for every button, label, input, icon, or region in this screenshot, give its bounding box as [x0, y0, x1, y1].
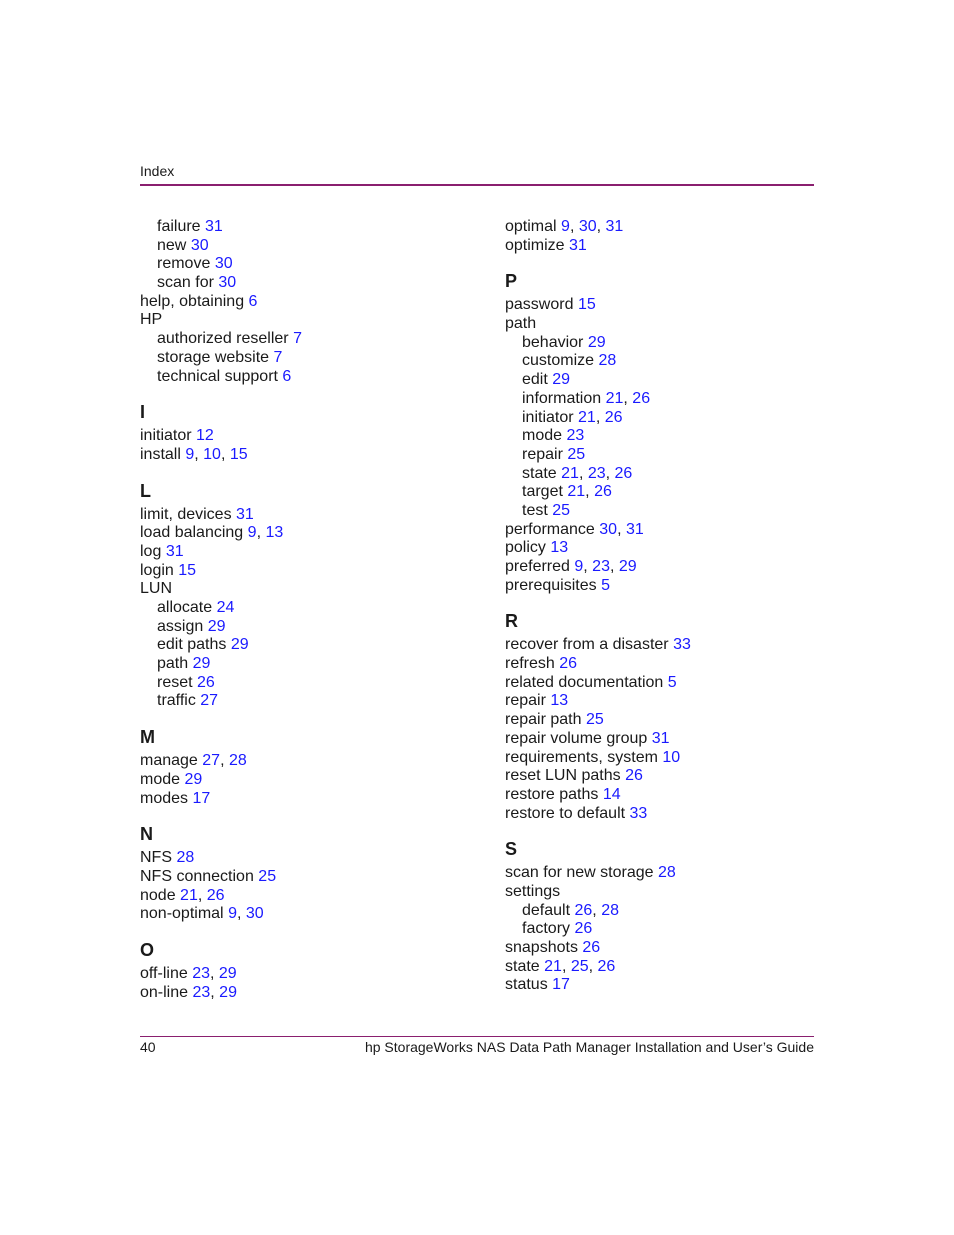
index-entry	[505, 749, 835, 768]
index-term: new	[157, 236, 187, 254]
index-term: failure	[157, 218, 201, 235]
footer-rule	[140, 1036, 814, 1037]
page-link[interactable]: 9	[228, 905, 237, 923]
index-term: node	[140, 886, 176, 904]
index-term: edit	[522, 371, 548, 389]
index-entry	[505, 786, 835, 805]
index-subentry: initiator 21, 26	[522, 408, 623, 426]
page-link[interactable]: 31	[605, 218, 624, 235]
index-subentry	[140, 692, 480, 711]
index-term: mode	[140, 770, 181, 788]
page-link[interactable]: 29	[218, 964, 237, 982]
index-entry: performance 30, 31	[505, 520, 644, 538]
page-link[interactable]: 7	[293, 330, 302, 348]
index-entry	[505, 296, 835, 315]
index-entry	[140, 311, 480, 330]
index-term: login	[140, 561, 174, 579]
page-link[interactable]: 26	[197, 673, 215, 691]
page-link[interactable]: 10	[662, 748, 681, 766]
index-entry: node 21, 26	[140, 886, 225, 904]
page-link[interactable]: 26	[614, 464, 633, 482]
page-link[interactable]: 27	[202, 752, 221, 770]
page-link[interactable]: 29	[207, 617, 226, 635]
index-term: log	[140, 542, 162, 560]
page-link[interactable]: 26	[574, 920, 593, 938]
index-term: LUN	[140, 580, 173, 598]
index-term: repair	[522, 445, 563, 463]
page-link[interactable]: 13	[550, 692, 569, 710]
page-link[interactable]: 26	[582, 939, 601, 956]
index-entry	[505, 539, 835, 558]
index-entry	[140, 790, 480, 809]
index-term: requirements, system	[505, 748, 658, 766]
index-letter-heading: L	[140, 480, 151, 501]
index-entry	[140, 868, 480, 887]
page-link[interactable]: 26	[625, 767, 643, 785]
page-link[interactable]: 14	[602, 785, 621, 803]
index-term: preferred	[505, 558, 570, 575]
index-entry	[505, 577, 835, 596]
index-subentry	[140, 218, 480, 237]
index-letter-heading: M	[140, 727, 155, 748]
index-subentry	[505, 334, 835, 353]
index-term: restore to default	[505, 804, 626, 822]
index-entry: on-line 23, 29	[140, 983, 237, 1001]
index-term: factory	[522, 920, 571, 938]
index-term: target	[522, 483, 563, 501]
index-entry	[505, 976, 835, 995]
index-term: status	[505, 976, 548, 994]
index-letter-heading: S	[505, 839, 518, 860]
index-term: allocate	[157, 599, 213, 616]
index-subentry: target 21, 26	[522, 483, 612, 501]
index-entry	[505, 674, 835, 693]
index-entry	[140, 580, 480, 599]
page-link[interactable]: 28	[598, 352, 617, 370]
index-term: optimize	[505, 236, 565, 254]
index-subentry	[140, 349, 480, 368]
index-term: install	[140, 445, 181, 463]
index-subentry: default 26, 28	[522, 901, 619, 919]
index-entry	[505, 655, 835, 674]
index-term: path	[505, 315, 537, 333]
index-entry: install 9, 10, 15	[140, 445, 248, 463]
page-link[interactable]: 23	[192, 964, 210, 982]
index-term: initiator	[140, 427, 192, 445]
page-link[interactable]: 28	[601, 901, 619, 919]
page-link[interactable]: 26	[594, 483, 612, 501]
index-subentry	[140, 330, 480, 349]
page-link[interactable]: 31	[165, 542, 184, 560]
index-term: performance	[505, 520, 595, 538]
index-subentry	[505, 920, 835, 939]
page-link[interactable]: 28	[228, 752, 247, 770]
page-link[interactable]: 15	[577, 296, 596, 314]
page-link[interactable]: 17	[552, 976, 570, 994]
page-link[interactable]: 30	[599, 520, 618, 538]
page-link[interactable]: 17	[192, 789, 211, 807]
index-subentry: information 21, 26	[522, 389, 651, 407]
index-entry	[505, 805, 835, 824]
index-entry	[505, 692, 835, 711]
index-entry	[505, 883, 835, 902]
index-letter-heading: O	[140, 939, 155, 960]
page-link[interactable]: 31	[651, 729, 670, 747]
page-link[interactable]: 9	[561, 218, 570, 235]
page-link[interactable]: 25	[552, 501, 571, 519]
page-link[interactable]: 29	[192, 655, 211, 673]
page-link[interactable]: 21	[605, 389, 624, 407]
page-link[interactable]: 5	[667, 673, 677, 691]
index-column-left	[140, 218, 480, 1002]
index-letter-heading: P	[505, 271, 518, 292]
index-entry	[140, 543, 480, 562]
page-link[interactable]: 29	[184, 770, 203, 788]
index-entry: load balancing 9, 13	[140, 524, 284, 542]
index-entry: state 21, 25, 26	[505, 957, 616, 975]
page-link[interactable]: 21	[578, 408, 596, 426]
index-entry	[505, 939, 835, 958]
page-link[interactable]: 7	[273, 348, 283, 366]
index-term: limit, devices	[140, 505, 232, 523]
page-link[interactable]: 13	[550, 539, 569, 557]
index-term: mode	[522, 427, 563, 445]
page-link[interactable]: 23	[587, 464, 606, 482]
page-link[interactable]: 6	[248, 292, 258, 310]
index-entry	[140, 506, 480, 525]
index-subentry	[140, 368, 480, 387]
page-link[interactable]: 15	[229, 445, 248, 463]
index-term: reset	[157, 673, 193, 691]
header-rule	[140, 184, 814, 186]
index-term: password	[505, 296, 574, 314]
index-term: storage website	[157, 348, 270, 366]
page-link[interactable]: 21	[180, 886, 198, 904]
page-link[interactable]: 31	[569, 236, 587, 254]
index-letter-heading: N	[140, 824, 153, 845]
index-term: policy	[505, 539, 546, 557]
page-link[interactable]: 5	[601, 576, 610, 594]
page-link[interactable]: 29	[618, 558, 637, 575]
index-term: test	[522, 501, 548, 519]
page-link[interactable]: 21	[567, 483, 586, 501]
index-subentry	[505, 446, 835, 465]
page-link[interactable]: 15	[178, 561, 197, 579]
index-term: recover from a disaster	[505, 636, 669, 654]
page-link[interactable]: 30	[190, 236, 209, 254]
index-subentry	[140, 237, 480, 256]
page-link[interactable]: 26	[632, 389, 651, 407]
index-entry	[140, 849, 480, 868]
index-entry	[140, 427, 480, 446]
index-entry	[505, 864, 835, 883]
index-term: manage	[140, 752, 198, 770]
page-link[interactable]: 25	[258, 867, 277, 885]
index-entry	[505, 315, 835, 334]
page-link[interactable]: 30	[218, 274, 237, 292]
page-link[interactable]: 26	[604, 408, 623, 426]
index-term: related documentation	[505, 673, 664, 691]
page-link[interactable]: 33	[629, 804, 648, 822]
index-subentry	[505, 427, 835, 446]
page-number: 40	[140, 1039, 156, 1055]
index-entry: preferred 9, 23, 29	[505, 558, 637, 575]
page-link[interactable]: 25	[567, 445, 586, 463]
page-link[interactable]: 6	[282, 367, 292, 385]
page-link[interactable]: 31	[625, 520, 644, 538]
index-entry	[505, 237, 835, 256]
index-entry	[505, 767, 835, 786]
index-subentry	[140, 274, 480, 293]
index-entry: off-line 23, 29	[140, 964, 237, 982]
index-term: repair	[505, 692, 546, 710]
index-term: load balancing	[140, 524, 244, 542]
index-term: initiator	[522, 408, 574, 426]
page-link[interactable]: 10	[203, 445, 221, 463]
index-term: help, obtaining	[140, 292, 245, 310]
page-link[interactable]: 33	[673, 636, 691, 654]
index-term: behavior	[522, 333, 584, 351]
page-link[interactable]: 21	[544, 957, 562, 975]
index-term: refresh	[505, 655, 555, 673]
page-link[interactable]: 28	[657, 864, 676, 882]
page-link[interactable]: 30	[214, 255, 233, 273]
page-link[interactable]: 29	[230, 636, 249, 654]
page-link[interactable]: 27	[200, 692, 219, 710]
index-subentry	[505, 371, 835, 390]
index-term: snapshots	[505, 939, 578, 956]
index-term: NFS connection	[140, 867, 254, 885]
index-entry	[140, 771, 480, 790]
index-subentry	[140, 599, 480, 618]
index-subentry	[505, 352, 835, 371]
page-link[interactable]: 23	[566, 427, 585, 445]
index-term: information	[522, 389, 602, 407]
index-subentry	[140, 255, 480, 274]
index-entry	[140, 293, 480, 312]
page-link[interactable]: 21	[561, 464, 579, 482]
page-link[interactable]: 31	[205, 218, 223, 235]
index-term: scan for new storage	[505, 864, 654, 882]
index-entry	[140, 562, 480, 581]
index-term: restore paths	[505, 785, 599, 803]
index-term: authorized reseller	[157, 330, 289, 348]
index-subentry	[140, 674, 480, 693]
index-term: HP	[140, 311, 163, 329]
index-term: default	[522, 901, 571, 919]
index-term: edit paths	[157, 636, 227, 654]
page-link[interactable]: 29	[587, 333, 606, 351]
page-link[interactable]: 25	[570, 957, 589, 975]
index-term: path	[157, 655, 189, 673]
index-column-right	[505, 218, 835, 995]
index-entry: non-optimal 9, 30	[140, 905, 264, 923]
index-term: state	[505, 957, 540, 975]
running-header: Index	[140, 163, 175, 179]
page-link[interactable]: 24	[216, 599, 235, 616]
index-term: on-line	[140, 983, 189, 1001]
index-term: optimal	[505, 218, 557, 235]
page-link[interactable]: 26	[597, 957, 616, 975]
page-link[interactable]: 31	[236, 505, 254, 523]
page-link[interactable]: 29	[219, 983, 237, 1001]
page-link[interactable]: 30	[245, 905, 264, 923]
page-link[interactable]: 9	[247, 524, 257, 542]
page-link[interactable]: 29	[552, 371, 571, 389]
index-term: off-line	[140, 964, 188, 982]
index-term: non-optimal	[140, 905, 224, 923]
index-subentry: state 21, 23, 26	[522, 464, 633, 482]
index-term: assign	[157, 617, 204, 635]
index-term: repair path	[505, 711, 582, 729]
index-entry	[505, 636, 835, 655]
page-link[interactable]: 26	[206, 886, 225, 904]
page-link[interactable]: 23	[192, 983, 211, 1001]
index-term: NFS	[140, 849, 172, 867]
page-link[interactable]: 30	[578, 218, 597, 235]
page-link[interactable]: 28	[176, 849, 195, 867]
index-entry: optimal 9, 30, 31	[505, 218, 624, 235]
index-entry	[505, 711, 835, 730]
index-term: technical support	[157, 367, 278, 385]
index-term: state	[522, 464, 557, 482]
index-entry	[505, 730, 835, 749]
index-entry: manage 27, 28	[140, 752, 247, 770]
page-link[interactable]: 23	[592, 558, 610, 575]
page-link[interactable]: 13	[265, 524, 284, 542]
page-link[interactable]: 9	[185, 445, 195, 463]
index-term: modes	[140, 789, 189, 807]
page-link[interactable]: 25	[585, 711, 604, 729]
index-subentry	[140, 655, 480, 674]
index-subentry	[140, 636, 480, 655]
index-term: repair volume group	[505, 729, 648, 747]
index-letter-heading: I	[140, 402, 146, 423]
page-link[interactable]: 12	[196, 427, 214, 445]
index-letter-heading: R	[505, 611, 518, 632]
index-term: prerequisites	[505, 576, 597, 594]
index-term: scan for	[157, 274, 214, 292]
index-term: traffic	[157, 692, 196, 710]
document-title: hp StorageWorks NAS Data Path Manager Installation and User’s Guide	[364, 1039, 814, 1055]
page-link[interactable]: 26	[559, 655, 578, 673]
page-link[interactable]: 9	[574, 558, 584, 575]
index-term: customize	[522, 352, 595, 370]
index-subentry	[505, 502, 835, 521]
index-subentry	[140, 618, 480, 637]
index-term: reset LUN paths	[505, 767, 621, 785]
index-term: settings	[505, 882, 561, 900]
page-link[interactable]: 26	[574, 901, 593, 919]
index-term: remove	[157, 255, 211, 273]
